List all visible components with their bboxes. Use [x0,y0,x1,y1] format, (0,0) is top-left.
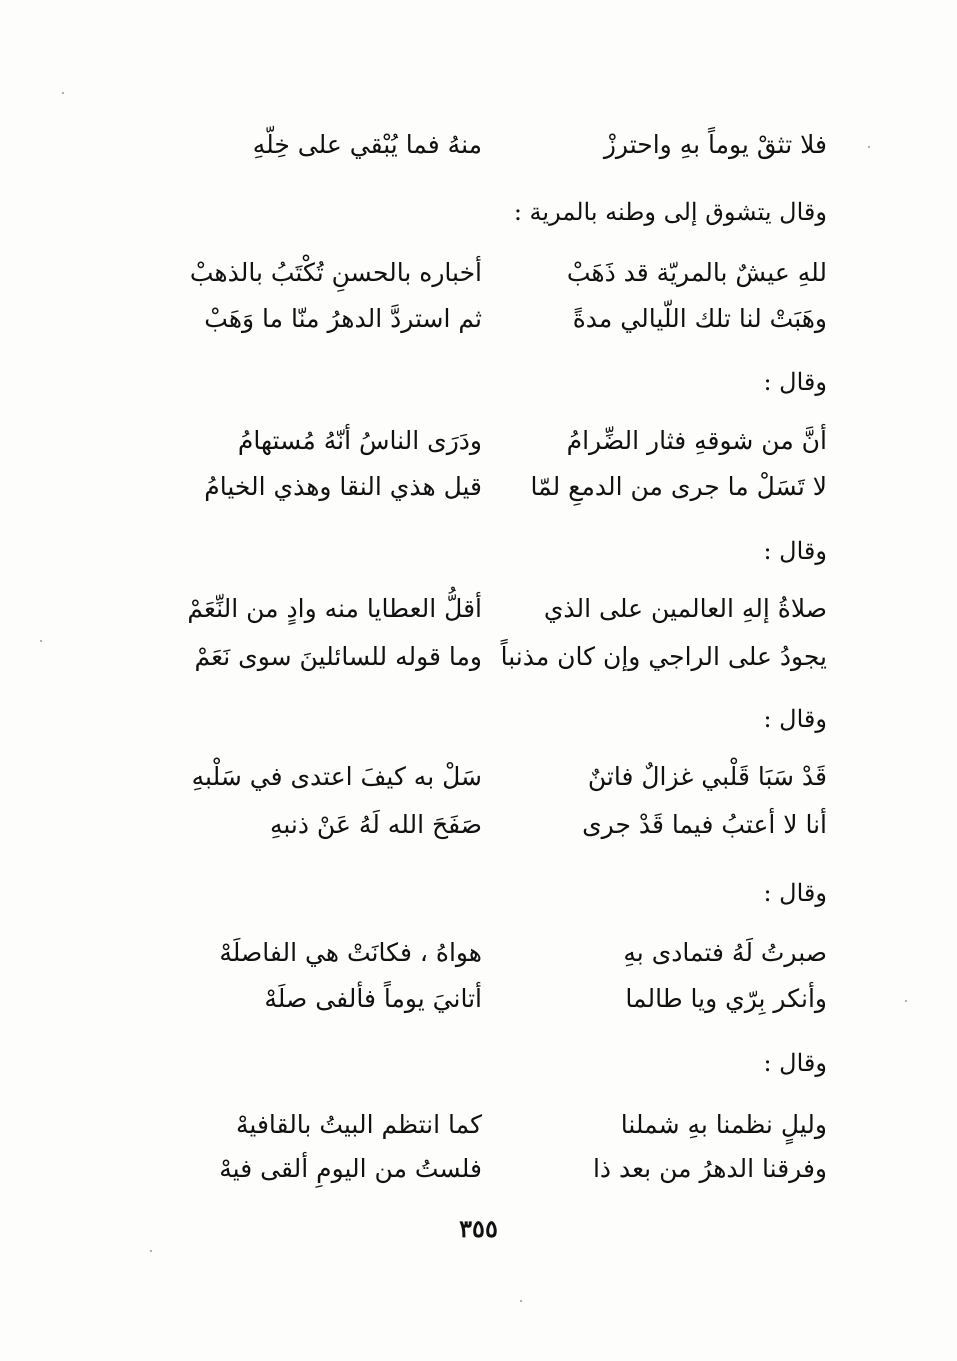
poem-introduction: وقال : [763,537,827,565]
verse-hemistich-left: سَلْ به كيفَ اعتدى في سَلْبهِ [191,762,482,791]
verse-hemistich-left: أتانيَ يوماً فألفى صلَهْ [264,984,482,1013]
verse-hemistich-right: قَدْ سَبَا قَلْبي غزالٌ فاتنٌ [587,762,827,791]
poem-introduction: وقال يتشوق إلى وطنه بالمرية : [513,198,827,226]
verse-hemistich-right: أنَّ من شوقهِ فثار الضِّرامُ [566,426,827,455]
verse-hemistich-right: لا تَسَلْ ما جرى من الدمعِ لمّا [530,472,827,501]
verse-hemistich-right: صبرتُ لَهُ فتمادى بهِ [623,938,827,967]
verse-hemistich-right: أنا لا أعتبُ فيما قَدْ جرى [582,810,827,839]
verse-hemistich-left: أقلُّ العطايا منه وادٍ من النِّعَمْ [187,594,482,623]
poem-introduction: وقال : [763,705,827,733]
verse-hemistich-right: وأنكر بِرّي ويا طالما [625,984,827,1013]
verse-hemistich-right: يجودُ على الراجي وإن كان مذنباً [500,642,827,671]
verse-hemistich-left: ثم استردَّ الدهرُ منّا ما وَهَبْ [204,304,482,333]
verse-hemistich-left: كما انتظم البيتُ بالقافيهْ [236,1110,482,1139]
verse-hemistich-right: وفرقنا الدهرُ من بعد ذا [592,1154,827,1183]
scan-speck [40,640,42,642]
poem-introduction: وقال : [763,879,827,907]
verse-hemistich-right: للهِ عيشٌ بالمريّة قد ذَهَبْ [566,258,827,287]
verse-hemistich-left: ودَرَى الناسُ أنّهُ مُستهامُ [237,426,482,455]
verse-hemistich-left: قيل هذي النقا وهذي الخيامُ [204,472,482,501]
scan-speck [150,1250,152,1252]
verse-hemistich-right: فلا تثقْ يوماً بهِ واحترزْ [603,130,827,159]
verse-hemistich-right: وليلٍ نظمنا بهِ شملنا [620,1110,827,1139]
verse-hemistich-left: فلستُ من اليومِ ألقى فيهْ [219,1154,482,1183]
poem-introduction: وقال : [763,368,827,396]
verse-hemistich-left: أخباره بالحسنِ تُكْتَبُ بالذهبْ [189,258,482,287]
verse-hemistich-left: منهُ فما يُبْقي على خِلّهِ [252,130,482,159]
scan-speck [868,146,870,148]
scan-speck [905,1000,907,1002]
scan-speck [62,92,64,94]
poem-introduction: وقال : [763,1049,827,1077]
verse-hemistich-right: صلاةُ إلهِ العالمين على الذي [543,594,827,623]
verse-hemistich-left: وما قوله للسائلينَ سوى نَعَمْ [194,642,482,671]
verse-hemistich-left: صَفَحَ الله لَهُ عَنْ ذنبهِ [269,810,482,839]
verse-hemistich-right: وهَبَتْ لنا تلك اللّيالي مدةً [572,304,827,333]
verse-hemistich-left: هواهُ ، فكانَتْ هي الفاصلَهْ [219,938,482,967]
page-number: ٣٥٥ [459,1214,498,1243]
scan-speck [520,1300,522,1302]
